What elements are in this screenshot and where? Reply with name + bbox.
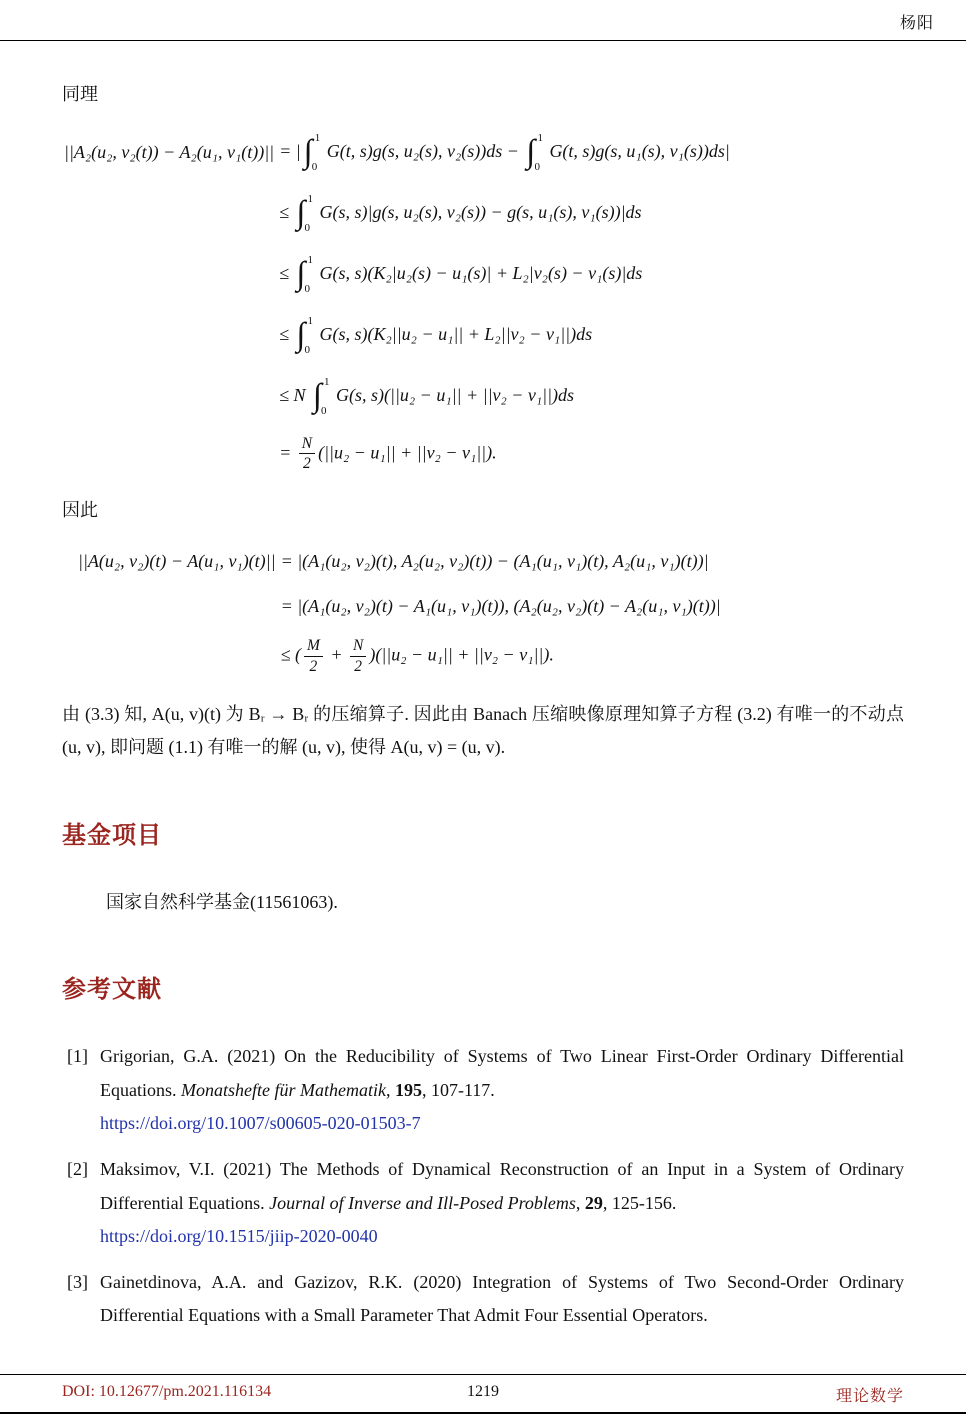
reference-pages: 107-117. (430, 1079, 495, 1100)
references-list (62, 1040, 904, 1332)
math-rhs: = |(A₁(u₂, v₂)(t) − A₁(u₁, v₁)(t)), (A₂(u₂, v₂)(t) − A₂(u₁, v₁)(t))| (280, 596, 721, 617)
integral-0-1-icon: ∫ 1 0 (526, 131, 543, 173)
footer-page-number: 1219 (467, 1383, 499, 1400)
conclusion-paragraph: 由 (3.3) 知, A(u, v)(t) 为 Bᵣ → Bᵣ 的压缩算子. 因此由 Banach 压缩映像原理知算子方程 (3.2) 有唯一的不动点 (u, v), 即问题 (1.1) 有唯一的解 (u, v), 使得 A(u, v) = (u, v). (62, 703, 904, 757)
reference-volume: 29 (584, 1192, 603, 1213)
math-rhs: ≤ ∫ 1 0 G(s, s)(K₂||u₂ − u₁|| + L₂||v₂ − v₁||)ds (274, 313, 904, 359)
reference-text: Grigorian, G.A. (2021) On the Reducibility of Systems of Two Linear First-Order Ordinary Differential Equations. (100, 1046, 904, 1100)
reference-body: Maksimov, V.I. (2021) The Methods of Dynamical Reconstruction of an Input in a System of Ordinary Differential Equations. Journal of Inverse and Ill-Posed Problems, 29, 125-156. https://doi.org/10.1515/jiip-2020-0040 (100, 1159, 904, 1246)
page-header (0, 0, 966, 41)
math-lhs: ||A₂(u₂, v₂(t)) − A₂(u₁, v₁(t))|| (64, 142, 275, 163)
math-rhs: ≤ ( $\frac{M}{2}$ + $\frac{N}{2}$ )(||u₂ − u₁|| + ||v₂ − v₁||). (280, 636, 554, 675)
fund-section-title: 基金项目 (62, 823, 162, 850)
similarly-label: 同理 (62, 84, 98, 104)
reference-number: [3] (67, 1272, 88, 1293)
math-rhs: ≤ ∫ 1 0 G(s, s)(K₂|u₂(s) − u₁(s)| + L₂|v₂(s) − v₁(s)|ds (274, 252, 904, 298)
integral-0-1-icon: ∫ 1 0 (296, 192, 314, 234)
page-content (0, 41, 966, 1374)
reference-number: [2] (67, 1159, 88, 1180)
therefore-label: 因此 (62, 500, 98, 521)
integral-0-1-icon: ∫ 1 0 (312, 375, 330, 417)
integral-0-1-icon: ∫ 1 0 (296, 253, 314, 295)
references-section-title: 参考文献 (62, 976, 162, 1003)
running-author: 杨阳 (899, 15, 934, 32)
fraction: $\frac{N}{2}$ (350, 637, 366, 676)
reference-journal: Journal of Inverse and Ill-Posed Problems (269, 1192, 576, 1213)
footer-inner (0, 1375, 966, 1412)
math-rhs: = | ∫ 1 0 G(t, s)g(s, u₂(s), v₂(s))ds − ∫ 1 0 G(t, s)g(s, u₁(s), v₁(s))ds| (274, 130, 904, 176)
fund-section-content: 国家自然科学基金(11561063). (106, 891, 338, 912)
math-lhs: ||A(u₂, v₂)(t) − A(u₁, v₁)(t)|| (78, 550, 276, 571)
reference-item (62, 1266, 904, 1333)
footer-journal-name: 理论数学 (835, 1388, 904, 1405)
reference-number: [1] (67, 1046, 88, 1067)
math-rhs: ≤ N ∫ 1 0 G(s, s)(||u₂ − u₁|| + ||v₂ − v₁||)ds (274, 374, 904, 420)
reference-body (100, 1266, 904, 1333)
fraction: $\frac{M}{2}$ (304, 637, 323, 676)
reference-item (62, 1040, 904, 1140)
reference-doi-link[interactable]: https://doi.org/10.1007/s00605-020-01503-7 (100, 1112, 421, 1133)
reference-journal: Monatshefte für Mathematik (181, 1079, 386, 1100)
reference-pages: 125-156. (611, 1192, 677, 1213)
fraction: $\frac{N}{2}$ (299, 435, 315, 474)
math-derivation-block-1 (64, 130, 904, 474)
reference-text: Maksimov, V.I. (2021) The Methods of Dynamical Reconstruction of an Input in a System of Ordinary Differential Equations. (100, 1159, 904, 1213)
reference-item (62, 1153, 904, 1253)
integral-0-1-icon: ∫ 1 0 (296, 314, 314, 356)
math-rhs: = |(A₁(u₂, v₂)(t), A₂(u₂, v₂)(t)) − (A₁(u₁, v₁)(t), A₂(u₁, v₁)(t))| (280, 550, 709, 571)
reference-text: Gainetdinova, A.A. and Gazizov, R.K. (2020) Integration of Systems of Two Second-Order Ordinary Differential Equations with a Small Parameter That Admit Four Essential Operators. (100, 1272, 904, 1326)
reference-body: Grigorian, G.A. (2021) On the Reducibility of Systems of Two Linear First-Order Ordinary Differential Equations. Monatshefte für Mathematik, 195, 107-117. https://doi.org/10.1007/s00605-020-01503-7 (100, 1046, 904, 1133)
math-rhs: = $\frac{N}{2}$ (||u₂ − u₁|| + ||v₂ − v₁||). (279, 434, 497, 473)
page-footer (0, 1374, 966, 1414)
math-derivation-block-2 (78, 546, 904, 676)
reference-volume: 195 (394, 1079, 422, 1100)
footer-doi-link[interactable]: DOI: 10.12677/pm.2021.116134 (62, 1383, 272, 1400)
math-rhs: ≤ ∫ 1 0 G(s, s)|g(s, u₂(s), v₂(s)) − g(s, u₁(s), v₁(s))|ds (274, 191, 904, 237)
integral-0-1-icon: ∫ 1 0 (303, 131, 321, 173)
reference-doi-link[interactable]: https://doi.org/10.1515/jiip-2020-0040 (100, 1225, 378, 1246)
